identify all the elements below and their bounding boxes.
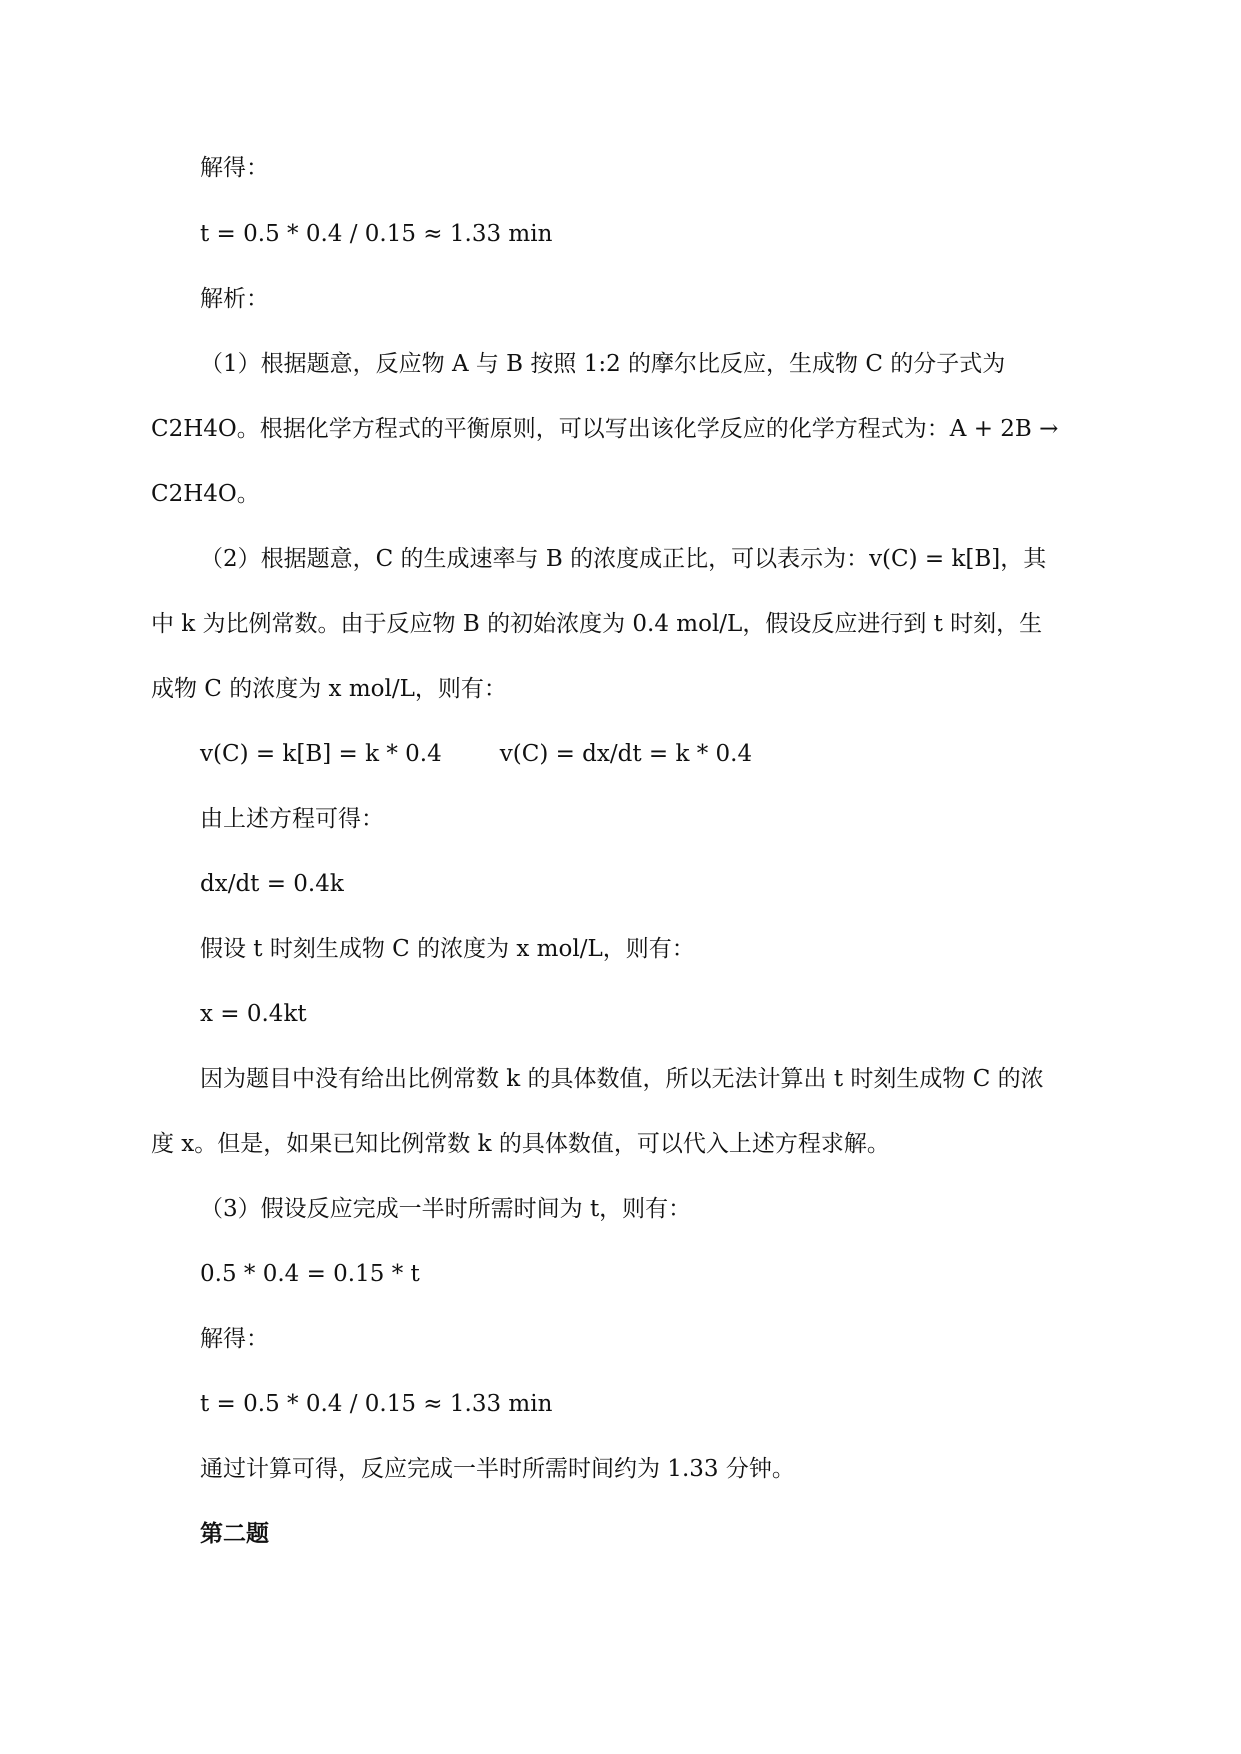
paragraph-line: 假设 t 时刻生成物 C 的浓度为 x mol/L，则有： <box>200 936 695 962</box>
paragraph-line: 因为题目中没有给出比例常数 k 的具体数值，所以无法计算出 t 时刻生成物 C 的浓 <box>200 1066 1044 1092</box>
equation-rate: v(C) = k[B] = k * 0.4 <box>200 741 442 767</box>
equation-line: t = 0.5 * 0.4 / 0.15 ≈ 1.33 min <box>200 1391 553 1417</box>
section-heading: 第二题 <box>200 1520 269 1547</box>
equation-line: dx/dt = 0.4k <box>200 871 344 897</box>
solution-label: 解得： <box>200 1326 269 1352</box>
paragraph-line: 度 x。但是，如果已知比例常数 k 的具体数值，可以代入上述方程求解。 <box>151 1131 890 1157</box>
equation-line <box>200 738 752 770</box>
paragraph-line: 通过计算可得，反应完成一半时所需时间约为 1.33 分钟。 <box>200 1456 795 1482</box>
equation-differential: v(C) = dx/dt = k * 0.4 <box>499 741 753 767</box>
solution-label: 解得： <box>200 155 269 181</box>
paragraph-line: （1）根据题意，反应物 A 与 B 按照 1:2 的摩尔比反应，生成物 C 的分子式为 <box>200 351 1006 377</box>
paragraph-line: （3）假设反应完成一半时所需时间为 t，则有： <box>200 1196 692 1222</box>
paragraph-line: C2H4O。根据化学方程式的平衡原则，可以写出该化学反应的化学方程式为：A + 2B → <box>151 416 1059 442</box>
paragraph-line: C2H4O。 <box>151 481 260 507</box>
paragraph-line: 由上述方程可得： <box>200 806 384 832</box>
equation-line: t = 0.5 * 0.4 / 0.15 ≈ 1.33 min <box>200 221 553 247</box>
paragraph-line: （2）根据题意，C 的生成速率与 B 的浓度成正比，可以表示为：v(C) = k[B]，其 <box>200 546 1047 572</box>
analysis-label: 解析： <box>200 286 269 312</box>
equation-line: 0.5 * 0.4 = 0.15 * t <box>200 1261 420 1287</box>
paragraph-line: 成物 C 的浓度为 x mol/L，则有： <box>151 676 507 702</box>
equation-line: x = 0.4kt <box>200 1001 307 1027</box>
paragraph-line: 中 k 为比例常数。由于反应物 B 的初始浓度为 0.4 mol/L，假设反应进行到 t 时刻，生 <box>151 611 1043 637</box>
